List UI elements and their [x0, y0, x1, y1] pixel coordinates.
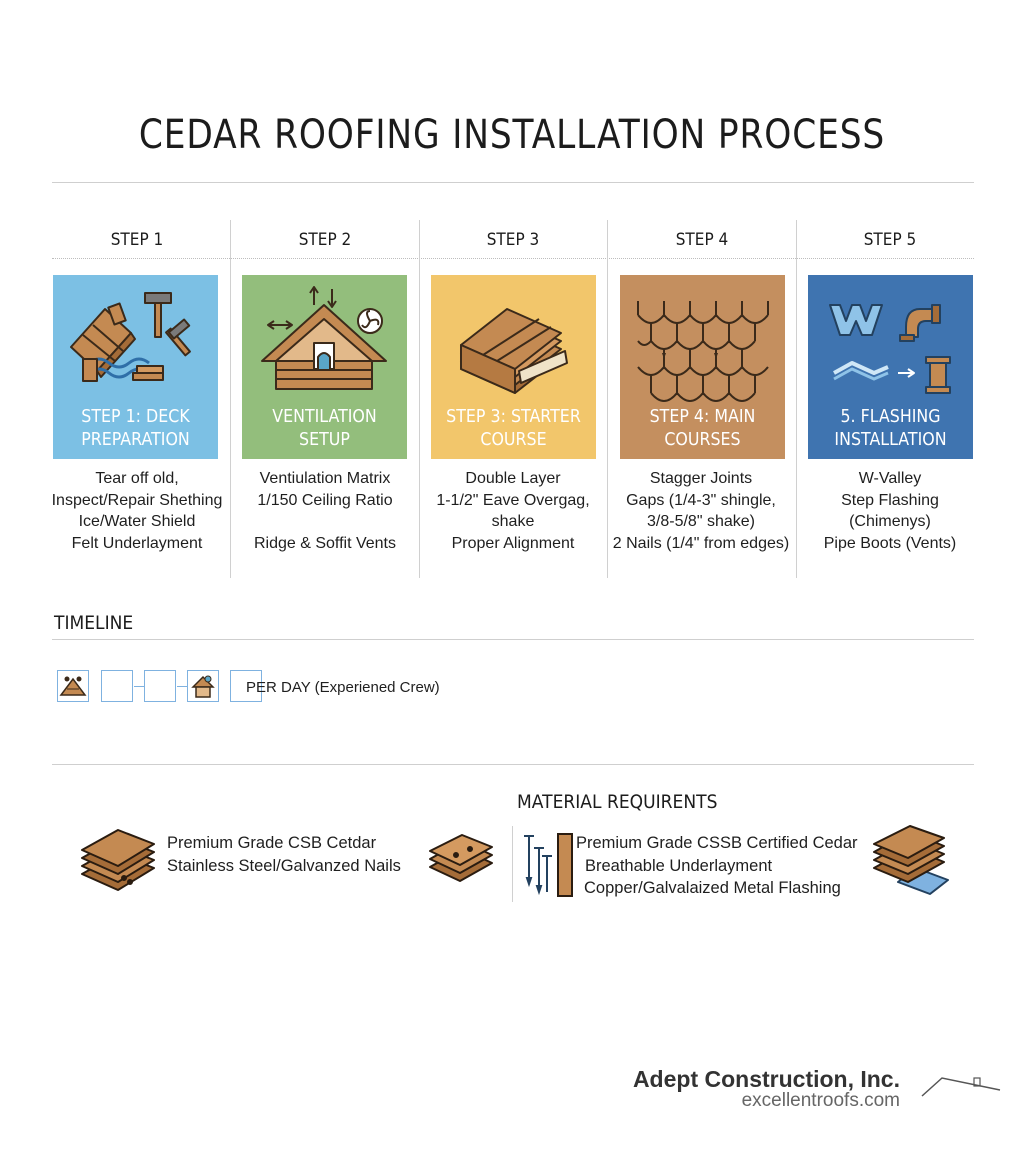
step-2-header: STEP 2 — [298, 230, 352, 250]
timeline-house-icon — [187, 670, 219, 702]
steps-header-divider — [52, 258, 974, 259]
material-item: Breathable Underlayment — [585, 856, 773, 875]
step-4-card — [620, 275, 785, 459]
timeline-divider — [52, 639, 974, 640]
materials-divider — [52, 764, 974, 765]
timeline-label: TIMELINE — [54, 612, 134, 634]
page-title: CEDAR ROOFING INSTALLATION PROCESS — [138, 112, 886, 158]
description-line: Ridge & Soffit Vents — [253, 534, 396, 552]
cedar-and-membrane-icon — [870, 824, 950, 900]
materials-column-divider — [512, 826, 513, 902]
materials-right-list — [576, 832, 858, 900]
cedar-stack-icon — [78, 826, 158, 900]
timeline-step-box — [101, 670, 133, 702]
brand-name: Adept Construction, Inc. — [632, 1066, 900, 1092]
description-line: Ice/Water Shield — [78, 513, 196, 531]
material-item: Premium Grade CSSB Certified Cedar — [576, 834, 858, 852]
description-line: Proper Alignment — [451, 534, 575, 552]
description-line: W-Valley — [858, 470, 922, 487]
nails-and-flashing-icon — [520, 830, 580, 904]
material-item: Stainless Steel/Galvanzed Nails — [167, 856, 401, 875]
description-line: shake — [491, 513, 535, 531]
step-2-description — [231, 468, 419, 554]
step-4-card-title: STEP 4: MAIN COURSES — [649, 406, 756, 450]
step-2-card-title: VENTILATION SETUP — [272, 406, 377, 450]
description-line: 3/8-5/8" shake) — [647, 513, 755, 531]
step-5-card — [808, 275, 973, 459]
description-line — [231, 511, 419, 533]
step-5-card-title: 5. FLASHING INSTALLATION — [834, 406, 947, 450]
step-5-header: STEP 5 — [863, 230, 917, 250]
material-item: Copper/Galvalaized Metal Flashing — [584, 879, 841, 897]
description-line: Pipe Boots (Vents) — [823, 534, 957, 552]
description-line: 1/150 Ceiling Ratio — [257, 491, 393, 509]
description-line: Tear off old, — [95, 470, 179, 487]
step-3-card-title: STEP 3: STARTER COURSE — [446, 406, 581, 450]
step-5-description — [796, 468, 984, 554]
materials-label: MATERIAL REQUIRENTS — [517, 791, 718, 813]
step-3-header: STEP 3 — [486, 230, 540, 250]
description-line: Ventiulation Matrix — [259, 470, 391, 487]
description-line: 2 Nails (1/4" from edges) — [612, 534, 790, 552]
step-3-description — [419, 468, 607, 554]
description-line: Felt Underlayment — [71, 534, 203, 552]
materials-left-list — [167, 832, 401, 877]
brand-url: excellentroofs.com — [741, 1090, 900, 1111]
description-line: 1-1/2" Eave Overgag, — [436, 491, 590, 509]
step-3-card — [431, 275, 596, 459]
step-1-description — [43, 468, 231, 554]
description-line: Stagger Joints — [649, 470, 753, 487]
timeline-arrow-icon — [134, 686, 144, 687]
step-1-card-title: STEP 1: DECK PREPARATION — [81, 406, 190, 450]
material-item: Premium Grade CSB Cetdar — [167, 834, 377, 852]
cedar-board-icon — [426, 833, 496, 892]
title-divider — [52, 182, 974, 183]
step-1-header: STEP 1 — [110, 230, 164, 250]
description-line: (Chimenys) — [849, 513, 931, 531]
step-1-card — [53, 275, 218, 459]
description-line: Double Layer — [465, 470, 561, 487]
description-line: Gaps (1/4-3" shingle, — [626, 491, 776, 509]
timeline-step-box — [144, 670, 176, 702]
step-2-card — [242, 275, 407, 459]
timeline-text: PER DAY (Experiened Crew) — [246, 679, 440, 696]
roof-logo-icon — [920, 1072, 1004, 1104]
description-line: Inspect/Repair Shething — [51, 491, 223, 509]
timeline-connector — [177, 686, 187, 687]
step-4-description — [607, 468, 795, 554]
timeline-roof-icon — [57, 670, 89, 702]
description-line: Step Flashing — [841, 491, 939, 509]
step-4-header: STEP 4 — [675, 230, 729, 250]
